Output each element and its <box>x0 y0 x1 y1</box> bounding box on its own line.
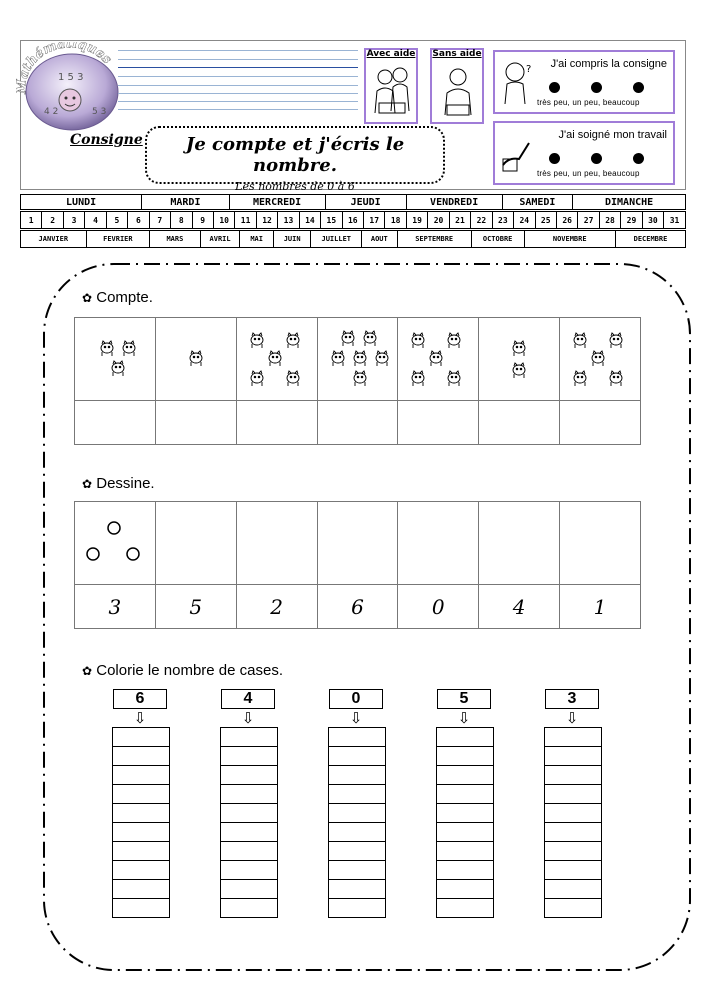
color-column <box>112 689 168 918</box>
animal-picture-cell <box>317 318 398 401</box>
color-cell[interactable] <box>545 899 601 917</box>
circles-example <box>75 502 155 580</box>
color-cell[interactable] <box>329 842 385 861</box>
self-eval-understood <box>493 50 675 114</box>
consigne-box <box>145 126 445 193</box>
calendar-month[interactable]: MARS <box>150 231 201 248</box>
color-cell[interactable] <box>221 785 277 804</box>
calendar-month[interactable]: JUILLET <box>311 231 362 248</box>
answer-cell[interactable] <box>479 401 560 445</box>
color-cell[interactable] <box>113 899 169 917</box>
calendar-date[interactable]: 27 <box>578 212 599 229</box>
color-cell[interactable] <box>329 861 385 880</box>
answer-cell[interactable] <box>398 401 479 445</box>
calendar-date[interactable]: 3 <box>63 212 84 229</box>
number-cell: 1 <box>560 585 641 629</box>
color-cell[interactable] <box>437 728 493 747</box>
consigne-label: Consigne <box>70 132 143 148</box>
self-eval-1-text: J'ai compris la consigne <box>550 58 667 70</box>
calendar-date[interactable]: 7 <box>149 212 170 229</box>
animal-picture-cell <box>155 318 236 401</box>
color-cell[interactable] <box>221 842 277 861</box>
down-arrow-icon: ⇩ <box>565 709 579 727</box>
cell-stack <box>436 727 494 918</box>
calendar-date[interactable]: 30 <box>642 212 663 229</box>
animal-group-icon <box>398 318 478 396</box>
calendar-month[interactable]: FEVRIER <box>86 231 149 248</box>
down-arrow-icon: ⇩ <box>349 709 363 727</box>
animal-picture-cell <box>479 318 560 401</box>
calendar-date[interactable]: 24 <box>514 212 535 229</box>
animal-picture-cell <box>560 318 641 401</box>
animal-group-icon <box>318 318 398 396</box>
calendar-month[interactable]: SEPTEMBRE <box>397 231 471 248</box>
color-cell[interactable] <box>221 861 277 880</box>
draw-cell[interactable] <box>560 502 641 585</box>
cell-stack <box>220 727 278 918</box>
section-colorie <box>82 662 283 679</box>
number-cell: 6 <box>317 585 398 629</box>
color-cell[interactable] <box>329 899 385 917</box>
count-grid <box>74 317 641 445</box>
calendar-date[interactable]: 31 <box>664 212 686 229</box>
animal-picture-cell <box>236 318 317 401</box>
color-cell[interactable] <box>113 842 169 861</box>
section-compte <box>82 289 153 306</box>
calendar-date[interactable]: 22 <box>471 212 492 229</box>
svg-text:1 5 3: 1 5 3 <box>58 72 84 83</box>
answer-cell[interactable] <box>155 401 236 445</box>
svg-text:?: ? <box>526 64 532 75</box>
calendar-day[interactable]: VENDREDI <box>406 195 502 210</box>
down-arrow-icon: ⇩ <box>241 709 255 727</box>
calendar-numbers <box>20 211 686 229</box>
section-title: Colorie le nombre de cases. <box>96 662 283 679</box>
calendar-date[interactable]: 28 <box>599 212 620 229</box>
writing-hand-icon <box>499 135 535 175</box>
svg-text:Mathématiques: athématiques <box>16 42 115 81</box>
calendar-date[interactable]: 15 <box>321 212 342 229</box>
calendar-days <box>20 194 686 210</box>
calendar-day[interactable]: MERCREDI <box>229 195 325 210</box>
consigne-subtitle: Les nombres de 0 à 6 <box>235 180 355 193</box>
down-arrow-icon: ⇩ <box>457 709 471 727</box>
color-cell[interactable] <box>329 804 385 823</box>
color-cell[interactable] <box>437 823 493 842</box>
color-cell[interactable] <box>545 842 601 861</box>
calendar-date[interactable]: 12 <box>256 212 277 229</box>
calendar-month[interactable]: NOVEMBRE <box>524 231 615 248</box>
color-cell[interactable] <box>437 861 493 880</box>
sans-aide-box[interactable] <box>430 48 484 124</box>
calendar-date[interactable]: 23 <box>492 212 513 229</box>
calendar-date[interactable]: 9 <box>192 212 213 229</box>
calendar-date[interactable]: 29 <box>621 212 642 229</box>
animal-group-icon <box>237 318 317 396</box>
color-cell[interactable] <box>329 880 385 899</box>
color-cell[interactable] <box>221 747 277 766</box>
color-column <box>544 689 600 918</box>
section-title: Compte. <box>96 289 153 306</box>
scale-text: très peu, un peu, beaucoup <box>537 98 640 107</box>
color-column <box>436 689 492 918</box>
number-cell: 0 <box>398 585 479 629</box>
calendar-date[interactable]: 8 <box>171 212 192 229</box>
draw-cell[interactable] <box>479 502 560 585</box>
color-cell[interactable] <box>221 823 277 842</box>
color-cell[interactable] <box>221 899 277 917</box>
color-cell[interactable] <box>545 728 601 747</box>
avec-aide-label: Avec aide <box>366 49 416 59</box>
answer-cell[interactable] <box>317 401 398 445</box>
bullet-icon: ✿ <box>82 291 93 305</box>
calendar-date[interactable]: 25 <box>535 212 556 229</box>
color-cell[interactable] <box>113 766 169 785</box>
calendar-date[interactable]: 2 <box>42 212 63 229</box>
calendar-date[interactable]: 5 <box>106 212 127 229</box>
thinking-person-icon <box>499 58 535 108</box>
two-people-icon <box>367 63 417 123</box>
calendar-month[interactable]: DECEMBRE <box>615 231 685 248</box>
smiley-icon[interactable] <box>633 153 644 164</box>
color-cell[interactable] <box>437 880 493 899</box>
target-number: 4 <box>221 689 275 709</box>
color-cell[interactable] <box>329 728 385 747</box>
animal-group-icon <box>156 318 236 396</box>
number-cell: 5 <box>155 585 236 629</box>
calendar-date[interactable]: 26 <box>556 212 577 229</box>
consigne-title: Je compte et j'écris le nombre. <box>185 134 405 176</box>
down-arrow-icon: ⇩ <box>133 709 147 727</box>
target-number: 0 <box>329 689 383 709</box>
calendar-month[interactable]: MAI <box>240 231 273 248</box>
color-cell[interactable] <box>437 804 493 823</box>
color-cell[interactable] <box>113 804 169 823</box>
section-title: Dessine. <box>96 475 155 492</box>
color-cell[interactable] <box>545 804 601 823</box>
calendar-month[interactable]: JUIN <box>273 231 311 248</box>
draw-cell[interactable] <box>317 502 398 585</box>
number-cell: 3 <box>75 585 156 629</box>
animal-picture-cell <box>398 318 479 401</box>
calendar-date[interactable]: 19 <box>406 212 427 229</box>
section-dessine <box>82 475 155 492</box>
animal-group-icon <box>479 318 559 396</box>
color-cell[interactable] <box>437 766 493 785</box>
svg-text:5 3: 5 3 <box>92 107 107 117</box>
draw-cell[interactable] <box>75 502 156 585</box>
calendar-month[interactable]: OCTOBRE <box>471 231 524 248</box>
animal-picture-cell <box>75 318 156 401</box>
calendar-date[interactable]: 20 <box>428 212 449 229</box>
color-cell[interactable] <box>221 804 277 823</box>
color-column <box>328 689 384 918</box>
number-cell: 4 <box>479 585 560 629</box>
color-cell[interactable] <box>545 823 601 842</box>
target-number: 6 <box>113 689 167 709</box>
answer-cell[interactable] <box>236 401 317 445</box>
calendar-date[interactable]: 11 <box>235 212 256 229</box>
calendar-date[interactable]: 10 <box>213 212 234 229</box>
smiley-icon[interactable] <box>591 82 602 93</box>
calendar-day[interactable]: SAMEDI <box>502 195 573 210</box>
bullet-icon: ✿ <box>82 477 93 491</box>
calendar-day[interactable]: LUNDI <box>21 195 142 210</box>
calendar-day[interactable]: JEUDI <box>325 195 406 210</box>
color-cell[interactable] <box>113 728 169 747</box>
color-cell[interactable] <box>545 785 601 804</box>
calendar-month[interactable]: AVRIL <box>200 231 240 248</box>
calendar-date[interactable]: 17 <box>364 212 385 229</box>
calendar-date[interactable]: 16 <box>342 212 363 229</box>
draw-grid <box>74 501 641 629</box>
avec-aide-box[interactable] <box>364 48 418 124</box>
smiley-icon[interactable] <box>549 82 560 93</box>
color-cell[interactable] <box>437 899 493 917</box>
calendar-months <box>20 230 686 248</box>
target-number: 5 <box>437 689 491 709</box>
color-cell[interactable] <box>437 842 493 861</box>
smiley-icon[interactable] <box>549 153 560 164</box>
cell-stack <box>544 727 602 918</box>
answer-cell[interactable] <box>560 401 641 445</box>
draw-cell[interactable] <box>155 502 236 585</box>
bullet-icon: ✿ <box>82 664 93 678</box>
calendar-date[interactable]: 18 <box>385 212 406 229</box>
color-cell[interactable] <box>437 747 493 766</box>
color-cell[interactable] <box>545 880 601 899</box>
color-cell[interactable] <box>329 823 385 842</box>
cell-stack <box>328 727 386 918</box>
draw-cell[interactable] <box>398 502 479 585</box>
calendar-date[interactable]: 13 <box>278 212 299 229</box>
color-cell[interactable] <box>113 880 169 899</box>
color-cell[interactable] <box>329 747 385 766</box>
color-column <box>220 689 276 918</box>
color-cell[interactable] <box>221 728 277 747</box>
smiley-icon[interactable] <box>633 82 644 93</box>
color-cell[interactable] <box>437 785 493 804</box>
color-cell[interactable] <box>221 880 277 899</box>
color-cell[interactable] <box>545 747 601 766</box>
self-eval-neat <box>493 121 675 185</box>
svg-text:4 2: 4 2 <box>44 107 59 117</box>
color-cell[interactable] <box>329 785 385 804</box>
calendar-day[interactable]: DIMANCHE <box>573 195 686 210</box>
sans-aide-label: Sans aide <box>432 49 482 59</box>
calendar-day[interactable]: MARDI <box>142 195 229 210</box>
color-cell[interactable] <box>545 861 601 880</box>
color-cell[interactable] <box>113 747 169 766</box>
cell-stack <box>112 727 170 918</box>
calendar-date[interactable]: 14 <box>299 212 320 229</box>
target-number: 3 <box>545 689 599 709</box>
scale-text: très peu, un peu, beaucoup <box>537 169 640 178</box>
color-cell[interactable] <box>113 861 169 880</box>
draw-cell[interactable] <box>236 502 317 585</box>
calendar-month[interactable]: AOUT <box>362 231 398 248</box>
calendar-date[interactable]: 6 <box>128 212 149 229</box>
calendar-date[interactable]: 1 <box>21 212 42 229</box>
color-cell[interactable] <box>221 766 277 785</box>
self-eval-2-text: J'ai soigné mon travail <box>558 129 667 141</box>
calendar-date[interactable]: 21 <box>449 212 470 229</box>
animal-group-icon <box>560 318 640 396</box>
smiley-icon[interactable] <box>591 153 602 164</box>
answer-cell[interactable] <box>75 401 156 445</box>
color-cell[interactable] <box>545 766 601 785</box>
color-cell[interactable] <box>113 823 169 842</box>
color-cell[interactable] <box>329 766 385 785</box>
animal-group-icon <box>75 318 155 396</box>
calendar-date[interactable]: 4 <box>85 212 106 229</box>
color-cell[interactable] <box>113 785 169 804</box>
calendar-month[interactable]: JANVIER <box>21 231 87 248</box>
number-cell: 2 <box>236 585 317 629</box>
person-icon <box>433 63 483 123</box>
